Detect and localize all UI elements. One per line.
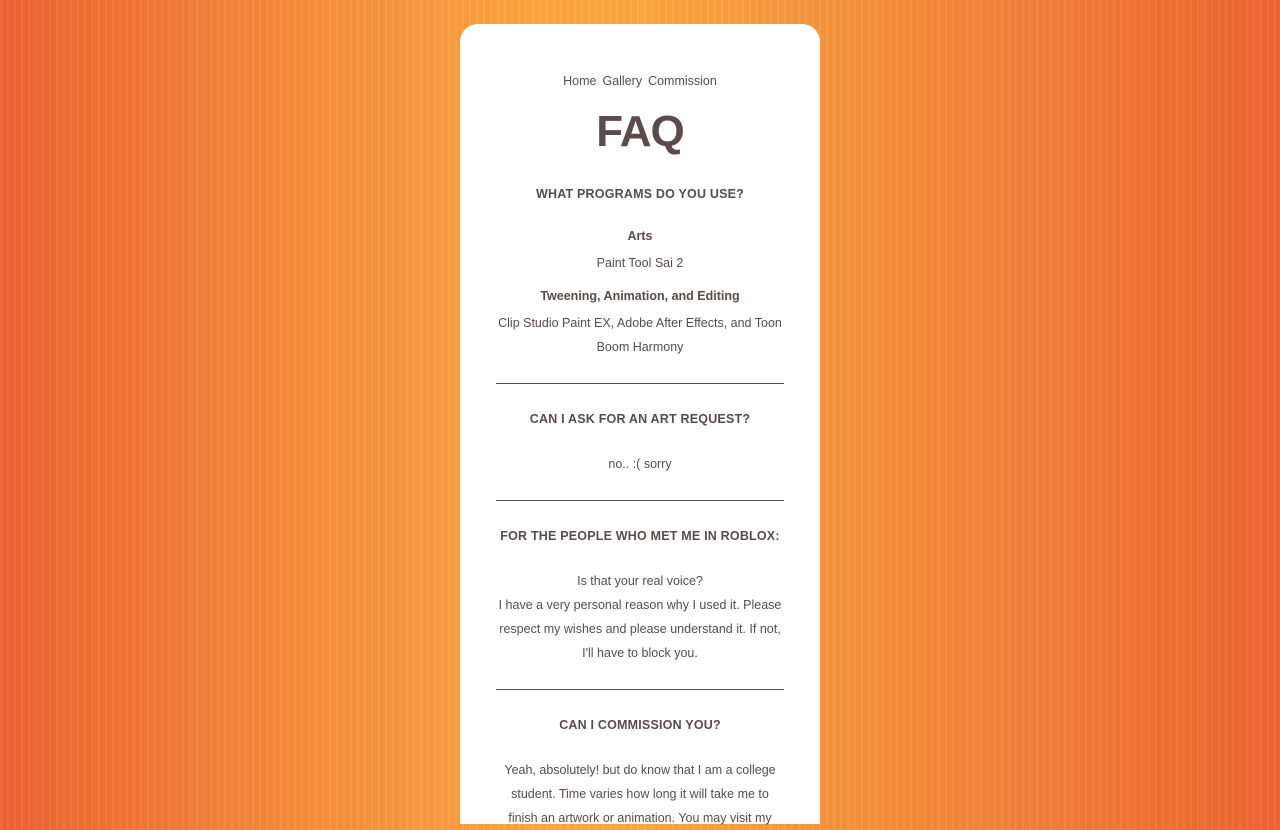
faq-question: WHAT PROGRAMS DO YOU USE? [535,187,744,201]
faq-card [460,24,820,824]
faq-section-roblox [496,527,784,690]
top-nav [496,73,784,89]
faq-answer-arts: Paint Tool Sai 2 [596,256,684,270]
page-title: FAQ [596,107,684,156]
faq-answer-animation: Clip Studio Paint EX, Adobe After Effects, and Toon Boom Harmony [498,316,782,354]
section-divider [496,383,784,384]
faq-question: CAN I COMMISSION YOU? [559,718,721,732]
faq-section-art-request [496,410,784,501]
faq-answer: I have a very personal reason why I used it. Please respect my wishes and please understand it. If not, I'll have to block you. [498,598,782,660]
nav-link-home[interactable]: Home [563,74,597,88]
faq-sub-label-arts: Arts [627,229,653,243]
section-divider [496,689,784,690]
faq-sub-label-animation: Tweening, Animation, and Editing [540,289,740,303]
faq-question: FOR THE PEOPLE WHO MET ME IN ROBLOX: [500,529,780,543]
faq-sub-question: Is that your real voice? [577,574,703,588]
faq-question: CAN I ASK FOR AN ART REQUEST? [529,412,751,426]
faq-section-commission [496,716,784,830]
nav-link-gallery[interactable]: Gallery [602,74,643,88]
section-divider [496,500,784,501]
nav-link-commission[interactable]: Commission [648,74,717,88]
faq-answer: no.. :( sorry [608,457,672,471]
faq-section-programs [496,185,784,384]
faq-answer: Yeah, absolutely! but do know that I am a college student. Time varies how long it will take me to finish an artwork or animation. You may visit my [504,763,776,825]
